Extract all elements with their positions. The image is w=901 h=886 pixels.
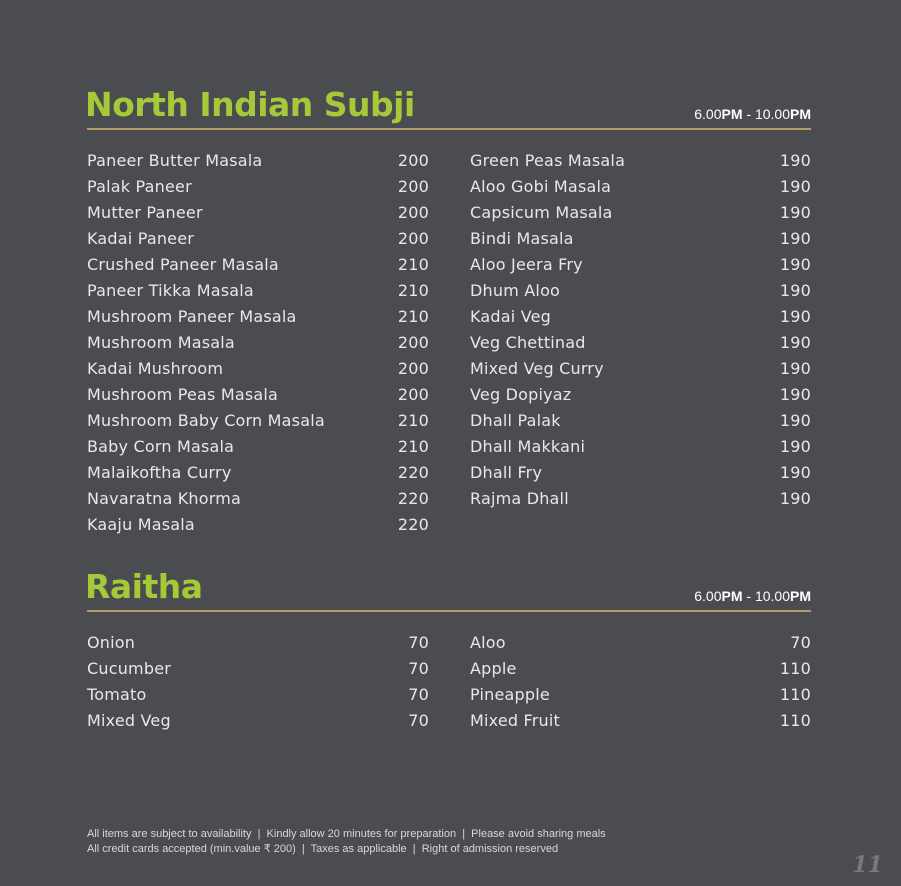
item-name: Rajma Dhall <box>470 489 569 508</box>
section-header <box>87 84 811 130</box>
menu-item <box>87 682 429 708</box>
menu-item <box>470 408 811 434</box>
section-title: Raitha <box>85 567 203 606</box>
menu-item <box>87 434 429 460</box>
item-price: 190 <box>779 203 811 222</box>
item-name: Navaratna Khorma <box>87 489 242 508</box>
menu-item <box>87 200 429 226</box>
item-name: Pineapple <box>470 685 550 704</box>
menu-item <box>470 174 811 200</box>
item-price: 190 <box>779 151 811 170</box>
item-name: Aloo <box>470 633 506 652</box>
item-name: Malaikoftha Curry <box>87 463 232 482</box>
item-price: 190 <box>779 359 811 378</box>
item-price: 190 <box>779 385 811 404</box>
item-price: 70 <box>408 659 429 678</box>
menu-item <box>470 382 811 408</box>
item-price: 200 <box>397 385 429 404</box>
item-name: Dhall Makkani <box>470 437 586 456</box>
item-price: 190 <box>779 463 811 482</box>
menu-item <box>470 656 811 682</box>
menu-item <box>87 708 429 734</box>
item-name: Dhum Aloo <box>470 281 561 300</box>
menu-item <box>87 382 429 408</box>
item-name: Bindi Masala <box>470 229 574 248</box>
item-name: Tomato <box>87 685 147 704</box>
item-name: Mushroom Paneer Masala <box>87 307 297 326</box>
item-name: Apple <box>470 659 517 678</box>
item-price: 70 <box>790 633 811 652</box>
item-price: 200 <box>397 151 429 170</box>
service-hours: 6.00PM - 10.00PM <box>694 106 811 122</box>
item-price: 190 <box>779 281 811 300</box>
item-name: Mushroom Peas Masala <box>87 385 279 404</box>
item-name: Crushed Paneer Masala <box>87 255 279 274</box>
menu-item <box>470 148 811 174</box>
item-name: Cucumber <box>87 659 172 678</box>
item-name: Mixed Veg Curry <box>470 359 604 378</box>
footer-line-2: All credit cards accepted (min.value ₹ 200) | Taxes as applicable | Right of admission reserved <box>87 843 559 855</box>
section-title: North Indian Subji <box>85 85 415 124</box>
item-price: 190 <box>779 437 811 456</box>
item-price: 210 <box>397 307 429 326</box>
item-price: 190 <box>779 229 811 248</box>
item-price: 200 <box>397 203 429 222</box>
menu-item <box>470 252 811 278</box>
menu-item <box>87 304 429 330</box>
service-hours: 6.00PM - 10.00PM <box>694 588 811 604</box>
menu-column-left <box>87 630 429 734</box>
item-name: Kadai Veg <box>470 307 552 326</box>
item-price: 190 <box>779 333 811 352</box>
menu-item <box>87 278 429 304</box>
item-price: 70 <box>408 711 429 730</box>
menu-item <box>470 630 811 656</box>
item-name: Veg Chettinad <box>470 333 586 352</box>
item-price: 200 <box>397 333 429 352</box>
menu-item <box>470 486 811 512</box>
item-price: 110 <box>779 685 811 704</box>
item-name: Baby Corn Masala <box>87 437 235 456</box>
menu-column-right <box>470 148 811 512</box>
item-name: Green Peas Masala <box>470 151 626 170</box>
menu-item <box>87 356 429 382</box>
item-name: Paneer Butter Masala <box>87 151 263 170</box>
section-raitha <box>85 566 811 730</box>
item-price: 220 <box>397 515 429 534</box>
menu-item <box>87 148 429 174</box>
item-name: Veg Dopiyaz <box>470 385 572 404</box>
item-name: Kadai Mushroom <box>87 359 224 378</box>
section-header <box>87 566 811 612</box>
item-name: Mutter Paneer <box>87 203 203 222</box>
menu-column-left <box>87 148 429 538</box>
menu-item <box>470 356 811 382</box>
item-price: 200 <box>397 177 429 196</box>
item-name: Mixed Fruit <box>470 711 560 730</box>
menu-item <box>470 278 811 304</box>
item-price: 190 <box>779 489 811 508</box>
menu-item <box>87 226 429 252</box>
menu-item <box>87 252 429 278</box>
menu-item <box>87 174 429 200</box>
item-price: 190 <box>779 307 811 326</box>
menu-item <box>470 226 811 252</box>
item-name: Onion <box>87 633 136 652</box>
item-price: 200 <box>397 359 429 378</box>
item-price: 70 <box>408 633 429 652</box>
item-price: 70 <box>408 685 429 704</box>
menu-item <box>87 408 429 434</box>
item-name: Paneer Tikka Masala <box>87 281 254 300</box>
item-name: Capsicum Masala <box>470 203 613 222</box>
menu-item <box>87 460 429 486</box>
item-name: Kadai Paneer <box>87 229 195 248</box>
item-price: 190 <box>779 255 811 274</box>
menu-item <box>470 304 811 330</box>
menu-item <box>470 708 811 734</box>
item-price: 200 <box>397 229 429 248</box>
item-name: Dhall Palak <box>470 411 561 430</box>
item-price: 110 <box>779 711 811 730</box>
item-name: Dhall Fry <box>470 463 543 482</box>
item-price: 210 <box>397 411 429 430</box>
item-price: 210 <box>397 437 429 456</box>
menu-item <box>470 200 811 226</box>
section-north-indian-subji <box>85 84 811 534</box>
item-name: Palak Paneer <box>87 177 192 196</box>
menu-column-right <box>470 630 811 734</box>
footer-line-1: All items are subject to availability | Kindly allow 20 minutes for preparation | Please avoid sharing meals <box>87 828 606 840</box>
menu-item <box>470 330 811 356</box>
footer-notes <box>87 827 606 857</box>
menu-item <box>87 486 429 512</box>
item-price: 220 <box>397 463 429 482</box>
item-name: Aloo Gobi Masala <box>470 177 612 196</box>
item-name: Mushroom Baby Corn Masala <box>87 411 325 430</box>
menu-item <box>87 512 429 538</box>
menu-item <box>470 682 811 708</box>
item-price: 110 <box>779 659 811 678</box>
menu-item <box>87 630 429 656</box>
item-name: Mushroom Masala <box>87 333 235 352</box>
item-price: 190 <box>779 177 811 196</box>
item-name: Kaaju Masala <box>87 515 195 534</box>
menu-item <box>87 656 429 682</box>
menu-item <box>470 460 811 486</box>
item-price: 190 <box>779 411 811 430</box>
item-name: Mixed Veg <box>87 711 171 730</box>
item-name: Aloo Jeera Fry <box>470 255 583 274</box>
item-price: 220 <box>397 489 429 508</box>
menu-item <box>470 434 811 460</box>
item-price: 210 <box>397 281 429 300</box>
page-number: 11 <box>852 852 883 878</box>
item-price: 210 <box>397 255 429 274</box>
menu-item <box>87 330 429 356</box>
